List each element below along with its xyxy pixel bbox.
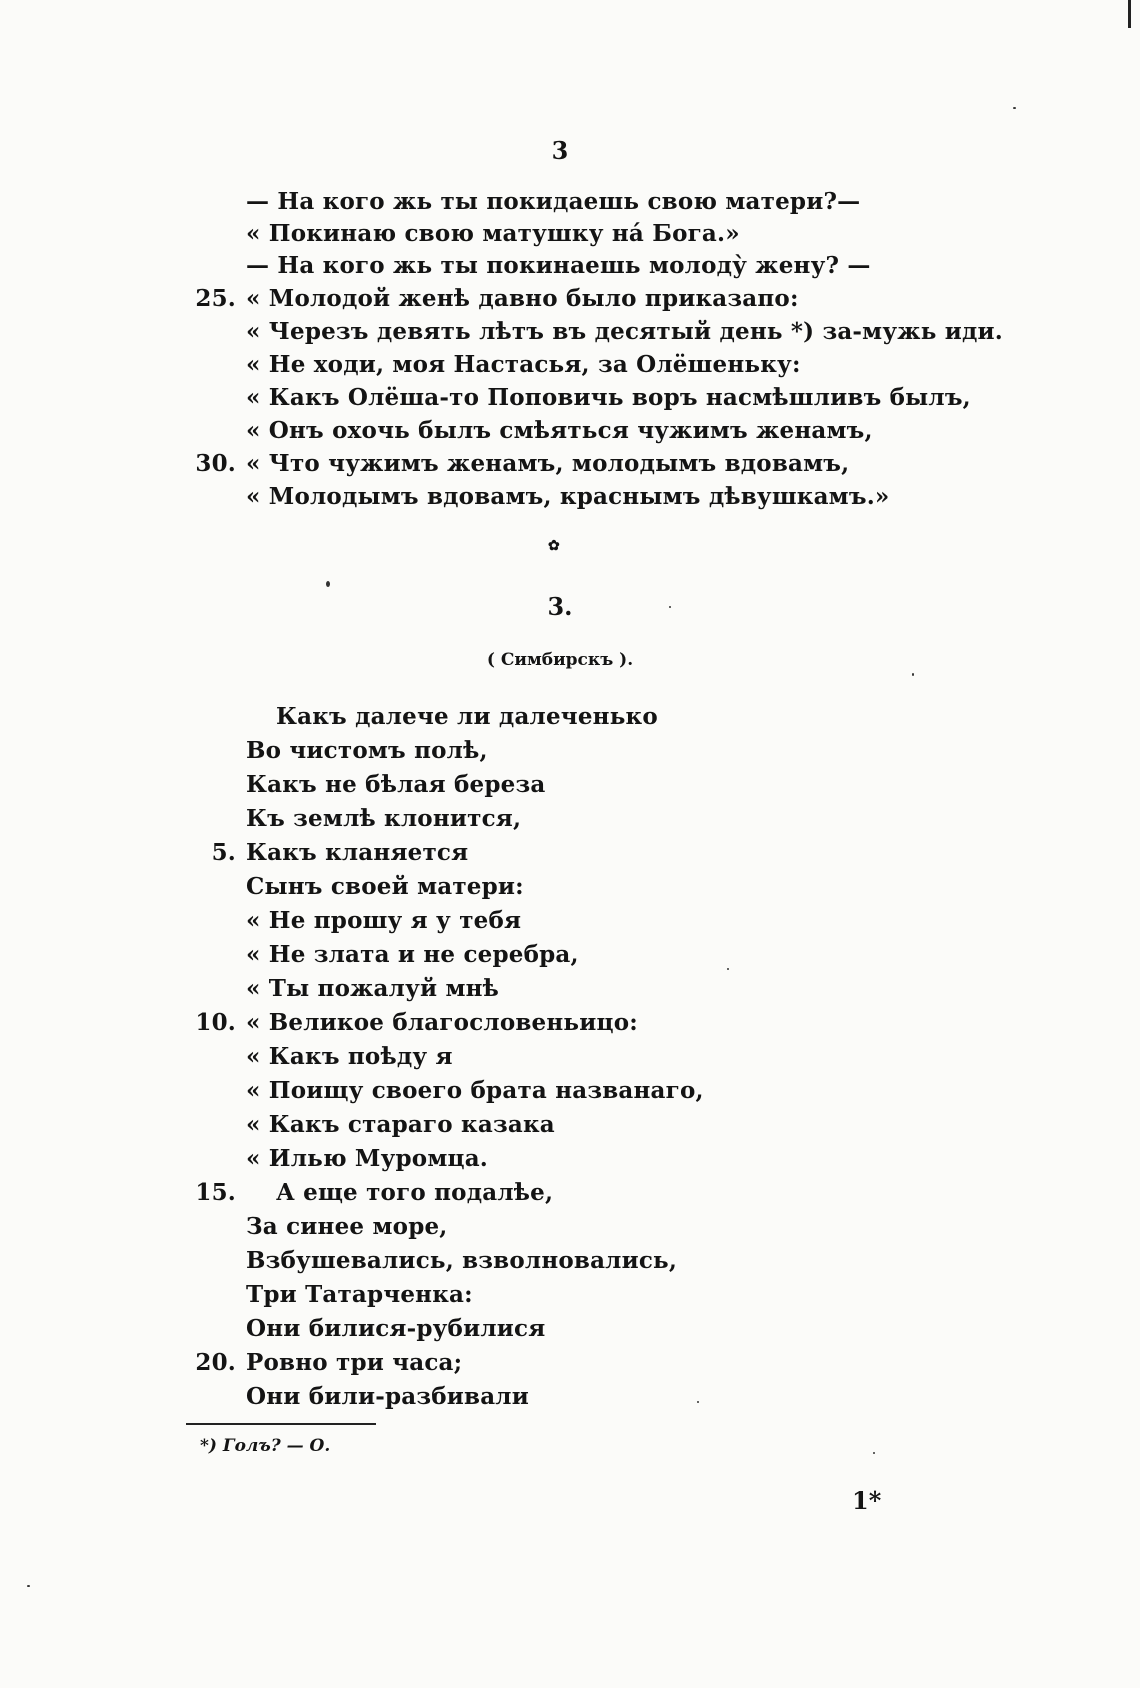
verse-line: 30. « Что чужимъ женамъ, молодымъ вдовамъ, bbox=[195, 450, 850, 477]
verse-line: Три Татарченка: bbox=[246, 1281, 473, 1308]
page-edge-mark bbox=[1128, 0, 1131, 28]
verse-line: « Не прошу я у тебя bbox=[246, 907, 522, 934]
verse-line: « Черезъ девять лѣтъ въ десятый день *) за-мужь иди. bbox=[246, 318, 1003, 345]
footnote: *) Голъ? — О. bbox=[200, 1436, 331, 1456]
verse-line: Они билися-рубилися bbox=[246, 1315, 546, 1342]
speck bbox=[873, 1452, 875, 1454]
verse-line: 10. « Великое благословеньицо: bbox=[195, 1009, 638, 1036]
verse-line: « Поищу своего брата названаго, bbox=[246, 1077, 704, 1104]
speck bbox=[326, 581, 330, 587]
verse-line: « Не ходи, моя Настасья, за Олёшеньку: bbox=[246, 351, 801, 378]
verse-line: Какъ не бѣлая береза bbox=[246, 771, 546, 798]
verse-line: « Онъ охочь былъ смѣяться чужимъ женамъ, bbox=[246, 417, 873, 444]
place-heading: ( Симбирскъ ). bbox=[486, 650, 634, 670]
footnote-rule bbox=[186, 1423, 376, 1425]
verse-line: « Илью Муромца. bbox=[246, 1145, 489, 1172]
speck bbox=[697, 1401, 699, 1403]
speck bbox=[1013, 107, 1016, 109]
verse-line: 25. « Молодой женѣ давно было приказапо: bbox=[195, 285, 799, 312]
speck bbox=[912, 673, 914, 676]
verse-line: « Какъ стараго казака bbox=[246, 1111, 555, 1138]
verse-line: 5. Какъ кланяется bbox=[211, 839, 469, 866]
verse-line: Взбушевались, взволновались, bbox=[246, 1247, 678, 1274]
verse-line: Во чистомъ полѣ, bbox=[246, 737, 488, 764]
verse-line: « Какъ поѣду я bbox=[246, 1043, 453, 1070]
speck bbox=[669, 606, 671, 608]
verse-line: 20. Ровно три часа; bbox=[195, 1349, 463, 1376]
verse-line: Какъ далече ли далеченько bbox=[276, 703, 658, 730]
verse-line: « Молодымъ вдовамъ, краснымъ дѣвушкамъ.» bbox=[246, 483, 890, 510]
speck bbox=[27, 1585, 30, 1587]
section-number: 3. bbox=[547, 592, 573, 621]
verse-line: Они били-разбивали bbox=[246, 1383, 529, 1410]
verse-line: — На кого жь ты покинаешь молоду̀ жену? — bbox=[246, 252, 871, 279]
verse-line: « Какъ Олёша-то Поповичь воръ насмѣшливъ былъ, bbox=[246, 384, 971, 411]
verse-line: — На кого жь ты покидаешь свою матери?— bbox=[246, 188, 861, 215]
verse-line: « Не злата и не серебра, bbox=[246, 941, 579, 968]
verse-line: « Ты пожалуй мнѣ bbox=[246, 975, 500, 1002]
verse-line: « Покинаю свою матушку на́ Бога.» bbox=[246, 220, 740, 247]
verse-line: 15. А еще того подалѣе, bbox=[195, 1179, 554, 1206]
page-number: 3 bbox=[551, 136, 569, 165]
verse-line: За синее море, bbox=[246, 1213, 448, 1240]
speck bbox=[727, 968, 729, 970]
ornament: ✿ bbox=[548, 538, 560, 554]
signature-mark: 1* bbox=[852, 1486, 882, 1515]
verse-line: Къ землѣ клонится, bbox=[246, 805, 522, 832]
verse-line: Сынъ своей матери: bbox=[246, 873, 524, 900]
